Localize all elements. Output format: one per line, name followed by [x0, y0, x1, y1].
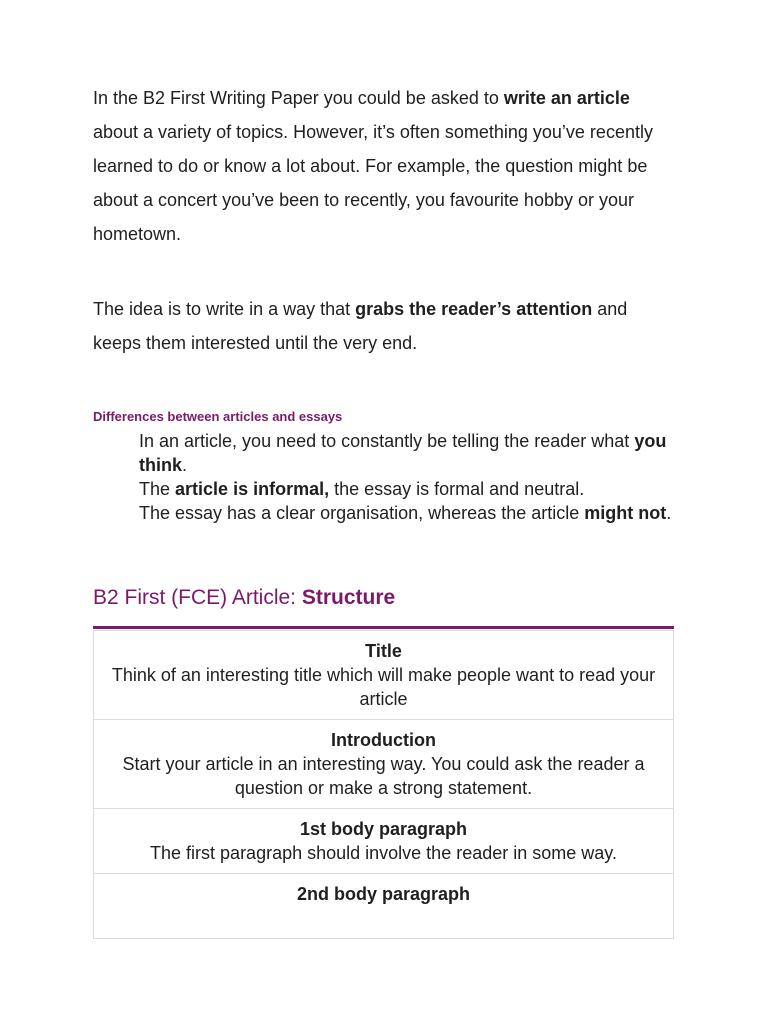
section-divider — [93, 626, 674, 629]
difference-item-2 — [139, 477, 677, 501]
table-row — [94, 720, 674, 809]
difference-item-bold: might not — [584, 503, 667, 523]
structure-table — [93, 630, 674, 939]
structure-section-title — [93, 586, 395, 610]
difference-item-text-a: In an article, you need to constantly be telling the reader what — [139, 431, 635, 451]
difference-item-text-b: . — [182, 455, 188, 475]
table-row — [94, 874, 674, 939]
intro-p1-text-a: In the B2 First Writing Paper you could be asked to — [93, 88, 504, 108]
difference-item-text-a: The — [139, 479, 176, 499]
row-description: Think of an interesting title which will make people want to read your article — [111, 665, 656, 709]
row-heading: Title — [365, 641, 402, 661]
intro-p1-text-b: about a variety of topics. However, it’s often something you’ve recently learned to do or know a lot about. For example, the question might be about a concert you’ve been to recently, you favourite hobby or your hometown. — [93, 122, 653, 244]
structure-title-bold: Structure — [301, 586, 396, 609]
row-description: The first paragraph should involve the reader in some way. — [150, 843, 617, 863]
table-row — [94, 631, 674, 720]
intro-paragraph-2 — [93, 292, 677, 360]
differences-heading: Differences between articles and essays — [93, 409, 343, 424]
row-heading: Introduction — [331, 730, 436, 750]
row-heading: 2nd body paragraph — [296, 884, 471, 904]
difference-item-3 — [139, 501, 677, 525]
table-cell — [94, 631, 674, 720]
intro-p2-text-a: The idea is to write in a way that — [93, 299, 356, 319]
difference-item-bold: article is informal, — [175, 479, 330, 499]
difference-item-text-a: The essay has a clear organisation, whereas the article — [139, 503, 585, 523]
table-cell — [94, 874, 674, 939]
table-cell — [94, 720, 674, 809]
differences-list — [139, 429, 677, 525]
row-heading: 1st body paragraph — [299, 819, 468, 839]
difference-item-1 — [139, 429, 677, 477]
table-row — [94, 809, 674, 874]
difference-item-text-b: . — [666, 503, 672, 523]
row-description: Start your article in an interesting way. You could ask the reader a question or make a strong statement. — [122, 754, 645, 798]
structure-title-text: B2 First (FCE) Article: — [93, 586, 302, 609]
intro-paragraph-1 — [93, 81, 677, 251]
table-cell — [94, 809, 674, 874]
difference-item-bold: you think — [139, 431, 667, 475]
intro-p2-text-b: and keeps them interested until the very end. — [93, 299, 628, 353]
difference-item-text-b: the essay is formal and neutral. — [329, 479, 585, 499]
intro-p1-bold: write an article — [503, 88, 630, 108]
intro-p2-bold: grabs the reader’s attention — [355, 299, 593, 319]
